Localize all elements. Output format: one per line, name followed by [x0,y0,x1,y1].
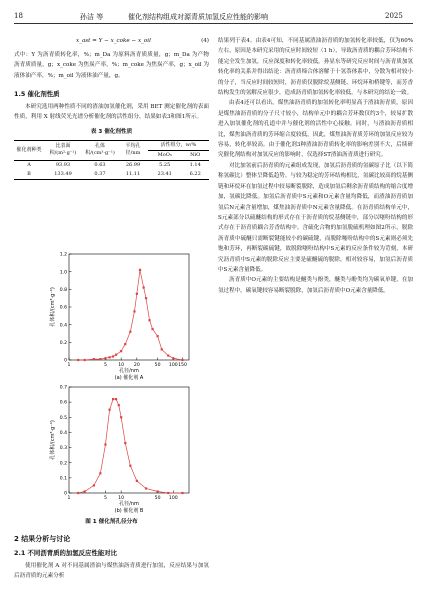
y-tick-label: 0.4 [59,431,67,437]
figure-1-caption: 图 1 催化剂孔径分布 [85,519,138,525]
running-year: 2025 [385,12,403,20]
x-tick-label: 5 [103,363,107,368]
y-tick-label: 0.8 [59,287,67,293]
section-2-heading: 2 结果分析与讨论 [14,535,71,543]
table-header: 孔体积/(cm³·g⁻¹) [85,143,115,157]
y-tick-label: 0.2 [59,340,67,346]
data-point [151,328,153,330]
data-point [167,354,169,356]
table-cell: 23.41 [157,170,172,177]
data-point [112,355,114,357]
data-point [108,356,110,358]
pore-distribution-chart-b [14,383,209,516]
table-3-caption: 表 3 催化剂性质 [90,129,133,136]
equation: x_ast = Y − x_coke − x_oil [76,38,151,44]
panel-label: (b) 催化剂 B [114,508,144,514]
table-header: 平均孔径/nm [125,143,141,157]
variable-definitions: 式中：Y 为沥青质转化率，%；m_Da 为原料沥青质质量，g；m_Da 为产物沥青质质量，g；x_coke 为焦炭产率，%；m_coke 为焦炭产率，g；x_oil 为液体油产率，%；m_oil 为液体油产量，g。 [14,52,209,79]
y-tick-label: 0.7 [59,385,67,391]
x-tick-label: 50 [154,496,161,501]
plot-frame [69,387,189,493]
table-cell: A [27,161,31,168]
table-header: 活性组分，w/% [148,140,209,150]
y-tick-label: 0.3 [59,446,67,452]
y-tick-label: 0.1 [59,476,67,482]
y-tick-label: 0.6 [59,305,67,311]
y-tick-label: 1.0 [59,270,67,276]
x-tick-label: 20 [133,363,140,368]
x-tick-label: 50 [154,363,161,368]
data-point [136,293,138,295]
table-row [14,170,209,180]
data-point [157,335,159,337]
data-point [84,490,86,492]
data-point [136,480,138,482]
table-cell: 5.25 [159,161,171,168]
data-point [124,442,126,444]
data-point [129,465,131,467]
x-axis-label: 孔径/nm [119,501,139,507]
right-column [218,36,413,296]
data-point [99,472,101,474]
paragraph: 对比加氢前后沥青质的元素组成发现，加氢后沥青质的氢碳原子比（以下简称氢碳比）整体呈降低趋势。与较为稳定的芳环结构相比，氢碳比较高的烷基侧链和环烷环在加氢过程中较易断裂脱除，造成加氢后剩余沥青质结构的缩合度增加，氢碳比降低。加氢后沥青质中S元素和O元素含量均降低，而渣油沥青质加氢后N元素含量增加，煤焦油沥青质中N元素含量降低。在沥青质结构单元中，S元素部分以硫醚结构的形式存在于沥青质的烷基侧链中，部分以噻吩结构的形式存在于沥青质耦合芳香结构中。含硫化合物的加氢脱硫机理如图2所示，脱除沥青质中硫醚只需断裂键能较小的碳硫键，而脱除噻吩结构中的S元素则必须先饱和芳环，再断裂碳硫键，故脱除噻吩结构中S元素的反应条件较为苛刻，本研究沥青质中S元素的脱除反应主要是硫醚硫的脱除，相对较容易，加氢后沥青质中S元素含量降低。 [218,162,413,273]
table-cell: 93.93 [55,161,71,168]
data-point [77,492,79,494]
data-point [120,350,122,352]
data-point [112,398,114,400]
data-point [93,358,95,360]
y-tick-label: 0.4 [59,323,67,329]
y-tick-label: 0 [64,491,67,497]
header-rule [14,23,413,24]
table-header: 催化剂种类 [16,146,42,153]
data-point [118,404,120,406]
table-cell: 0.37 [94,170,106,177]
x-tick-label: 100 [168,496,178,501]
data-point [143,286,145,288]
running-title: 催化剂结构组成对源青质加氢反应性能的影响 [128,13,268,21]
data-point [104,357,106,359]
catalyst-properties-table [14,140,209,180]
left-column [14,36,209,180]
x-tick-label: 1 [67,363,71,368]
data-point [172,357,174,359]
section-2-1-heading: 2.1 不同沥青质的加氢反应性能对比 [14,549,118,558]
data-point [99,358,101,360]
data-point [104,443,106,445]
data-point [115,354,117,356]
equation-number: (4) [201,38,209,44]
data-point [139,269,141,271]
data-point [133,310,135,312]
table-subheader: MoO₃ [157,151,172,158]
x-axis-label: 孔径/nm [119,368,139,374]
data-point [148,319,150,321]
data-point [115,398,117,400]
data-point [77,359,79,361]
equation-block [14,36,209,50]
table-cell: B [27,170,31,177]
section-1-5-paragraph: 本研究选用两种性质不同的渣油加氢催化剂，采用 BET 测定催化剂的表面性质，利用 X 射线荧光光谱分析催化剂的活性组分，结果如表3和图1所示。 [14,103,209,121]
section-2-1-paragraph: 使用催化剂 A 对不同基属渣油与煤焦油沥青质进行加氢，反应结果与加氢后沥青质的元素分析 [14,562,209,580]
y-tick-label: 0 [64,358,67,364]
data-point [108,409,110,411]
data-point [157,490,159,492]
panel-label: (a) 催化剂 A [114,375,144,381]
x-tick-label: 1 [67,496,71,501]
table-cell: 1.14 [189,161,201,168]
y-axis-label: 孔体积/(cm³·g⁻¹) [50,420,56,460]
data-point [84,359,86,361]
section-1-5-heading: 1.5 催化剂性质 [14,90,60,99]
table-subheader: NiO [190,151,201,158]
running-authors: 孙洁 等 [80,13,104,21]
data-point [181,492,183,494]
paragraph: 结果列于表4。由表4可知，不同基属渣油沥青质的加氢转化率较低，仅为60%左右，原因是本研究采用的反应时间较短（1 h），导致沥青质的耦合芳环结构不能完全发生加氢，反应深度和转化率较低。孙显东等研究反应时间与沥青质加氢转化率的关系并得出结论：沥青质缔合体溶解于十氢萘体系中，分散为相对较小的分子，当反应时间较短时，沥青质仅脱除烷基侧链、环烷环和桥键等，而芳香结构发生的氢解反应很少，造成沥青质加氢转化率较低，与本研究的结论一致。 [218,38,413,97]
data-point [145,297,147,299]
pore-distribution-chart-a [14,248,209,383]
y-tick-label: 0.6 [59,400,67,406]
paragraph: 沥青质中O元素的主要结构是醚类与酚类，醚类与酚类均为碳氧单键，在加氢过程中，碳氧键较容易断裂脱除，加氢后沥青质中O元素含量降低。 [218,277,413,294]
x-tick-label: 150 [178,363,187,368]
y-tick-label: 0.2 [59,461,67,467]
x-tick-label: 5 [103,496,107,501]
table-row [14,160,209,170]
series-line [78,399,182,493]
table-cell: 6.22 [189,170,201,177]
plot-frame [69,254,189,360]
y-tick-label: 1.2 [59,252,67,258]
table-cell: 133.49 [54,170,72,177]
y-tick-label: 0.5 [59,415,67,421]
left-column-bottom [14,534,209,582]
data-point [161,348,163,350]
series-line [78,270,182,360]
table-cell: 26.99 [125,161,141,168]
data-point [167,492,169,494]
data-point [181,359,183,361]
table-cell: 0.63 [94,161,106,168]
data-point [93,484,95,486]
data-point [124,343,126,345]
data-point [120,416,122,418]
x-tick-label: 100 [168,363,178,368]
page-number: 18 [14,12,23,20]
table-cell: 11.11 [125,170,141,177]
y-axis-label: 孔体积/(cm³·g⁻¹) [50,287,56,327]
data-point [145,487,147,489]
data-point [129,331,131,333]
x-tick-label: 10 [118,363,125,368]
x-tick-label: 10 [118,496,125,501]
paragraph: 由表4还可以看出，煤焦油沥青质的加氢转化率明显高于渣油沥青质，原因是煤焦油沥青质的分子尺寸较小，结构单元中的耦合芳环数仅约3个，较易扩散进入加氢催化剂的孔道中并与催化剂的活性中心接触。同时，与渣油沥青质相比，煤焦油沥青质的芳环缩合度较低，因此，煤焦油沥青质芳环的加氢反应较为容易，转化率较高。由于催化剂3种渣油沥青质转化率的影响差别不大，后续研究催化剂结构对加氢反应的影响时，仅选择ST渣油沥青质进行研究。 [218,100,413,159]
table-header: 比表面积/(m²·g⁻¹) [49,143,77,157]
